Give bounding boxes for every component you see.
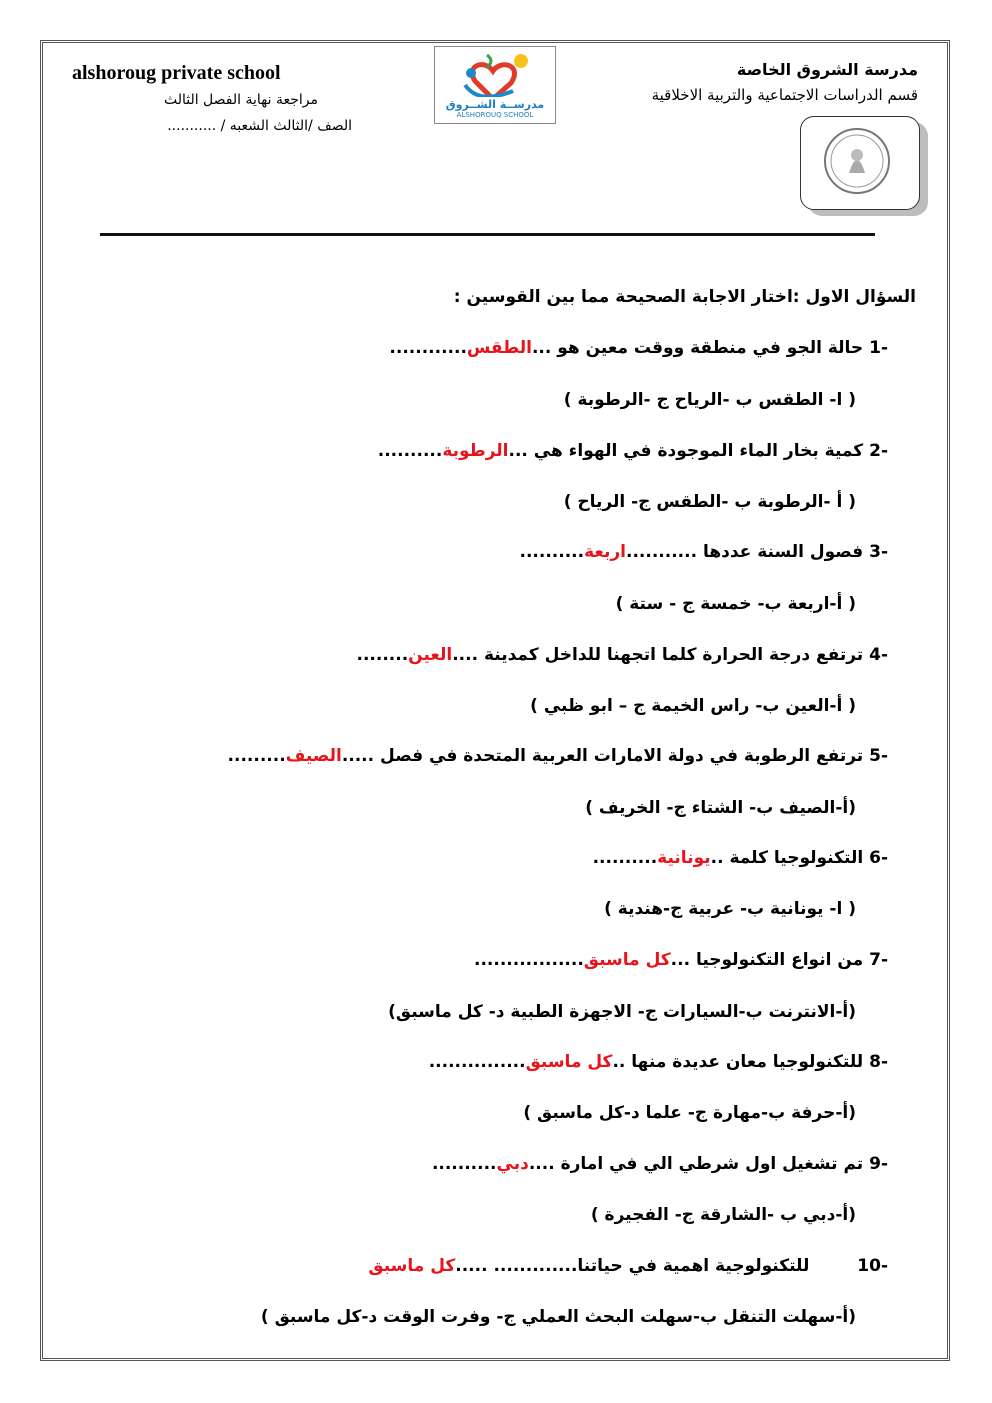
question-9: [432, 1154, 888, 1174]
question-stem: من انواع التكنولوجيا ...: [670, 950, 864, 970]
answer-text: اربعة: [584, 542, 626, 562]
options-8: (أ-حرفة ب-مهارة ج- علما د-كل ماسبق ): [523, 1103, 856, 1123]
options-6: ( ا- يونانية ب- عربية ج-هندية ): [604, 899, 856, 919]
question-4: [356, 645, 888, 665]
answer-blank: .........: [227, 746, 286, 766]
answer-text: الصيف: [285, 746, 342, 766]
question-number: -5: [869, 746, 888, 766]
answer-text: يونانية: [657, 848, 711, 868]
school-name-en: alshoroug private school: [72, 62, 281, 84]
question-stem: ترتفع درجة الحرارة كلما اتجهنا للداخل كمدينة ....: [452, 645, 864, 665]
school-name-ar: مدرسة الشروق الخاصة: [736, 60, 918, 79]
answer-text: دبي: [496, 1154, 529, 1174]
answer-blank: ..........: [377, 441, 443, 461]
answer-text: الرطوبة: [442, 441, 509, 461]
options-5: (أ-الصيف ب- الشتاء ج- الخريف ): [585, 798, 856, 818]
options-7: (أ-الانترنت ب-السيارات ج- الاجهزة الطبية د- كل ماسبق): [388, 1002, 856, 1022]
answer-blank: ...............: [428, 1052, 526, 1072]
header-divider: [100, 233, 875, 236]
question-stem: ترتفع الرطوبة في دولة الامارات العربية المتحدة في فصل .....: [341, 746, 864, 766]
answer-text: الطقس: [466, 338, 532, 358]
answer-text: كل ماسبق: [368, 1256, 456, 1276]
answer-text: كل ماسبق: [583, 950, 671, 970]
question-1: [389, 338, 888, 358]
options-10: (أ-سهلت التنقل ب-سهلت البحث العملي ج- وفرت الوقت د-كل ماسبق ): [260, 1307, 856, 1327]
question-number: -6: [869, 848, 888, 868]
question-stem: للتكنولوجيا معان عديدة منها ..: [612, 1052, 864, 1072]
answer-blank: ............: [389, 338, 467, 358]
class-line: الصف /الثالث الشعبه / ...........: [167, 118, 352, 134]
logo-text-en: ALSHOROUQ SCHOOL: [456, 111, 534, 119]
department-name: قسم الدراسات الاجتماعية والتربية الاخلاقية: [651, 86, 918, 104]
question-number: -3: [869, 542, 888, 562]
question-number: -4: [869, 645, 888, 665]
question-3: [520, 542, 889, 562]
question-stem: حالة الجو في منطقة ووقت معين هو ...: [531, 338, 864, 358]
question-stem: كمية بخار الماء الموجودة في الهواء هي ...: [508, 441, 864, 461]
review-title: مراجعة نهاية الفصل الثالث: [163, 92, 318, 108]
question-2: [378, 441, 888, 461]
question-number: -1: [869, 338, 888, 358]
question-number: -8: [869, 1052, 888, 1072]
question-stem: تم تشغيل اول شرطي الي في امارة ....: [528, 1154, 864, 1174]
question-stem: فصول السنة عددها ...........: [626, 542, 864, 562]
options-4: ( أ-العين ب- راس الخيمة ج – ابو ظبي ): [530, 696, 856, 716]
answer-blank: ..........: [431, 1154, 497, 1174]
question-10: [368, 1256, 888, 1276]
answer-blank: .................: [473, 950, 584, 970]
question-number: -2: [869, 441, 888, 461]
question-6: [593, 848, 888, 868]
founder-seal-box: [800, 116, 920, 210]
logo-text-ar: مدرســة الشــروق: [445, 98, 545, 111]
question-number: -9: [869, 1154, 888, 1174]
question-number: -7: [869, 950, 888, 970]
answer-blank: ........: [356, 645, 409, 665]
school-logo: [434, 46, 556, 124]
question-title: السؤال الاول :اختار الاجابة الصحيحة مما بين القوسين :: [453, 287, 916, 307]
question-stem: التكنولوجيا كلمة ..: [710, 848, 864, 868]
options-3: ( أ-اربعة ب- خمسة ج - ستة ): [615, 594, 856, 614]
options-2: ( أ -الرطوبة ب -الطقس ج- الرياح ): [563, 492, 856, 512]
answer-text: العين: [408, 645, 453, 665]
question-number: -10: [857, 1256, 888, 1276]
question-7: [474, 950, 888, 970]
question-8: [429, 1052, 888, 1072]
question-5: [228, 746, 888, 766]
question-stem: للتكنولوجية اهمية في حياتنا............. .....: [455, 1256, 810, 1276]
answer-blank: ..........: [519, 542, 585, 562]
options-1: ( ا- الطقس ب -الرياح ج -الرطوبة ): [563, 390, 856, 410]
answer-text: كل ماسبق: [525, 1052, 613, 1072]
seal-emblem: [801, 117, 919, 209]
answer-blank: ..........: [592, 848, 658, 868]
options-9: (أ-دبي ب -الشارقة ج- الفجيرة ): [590, 1205, 856, 1225]
